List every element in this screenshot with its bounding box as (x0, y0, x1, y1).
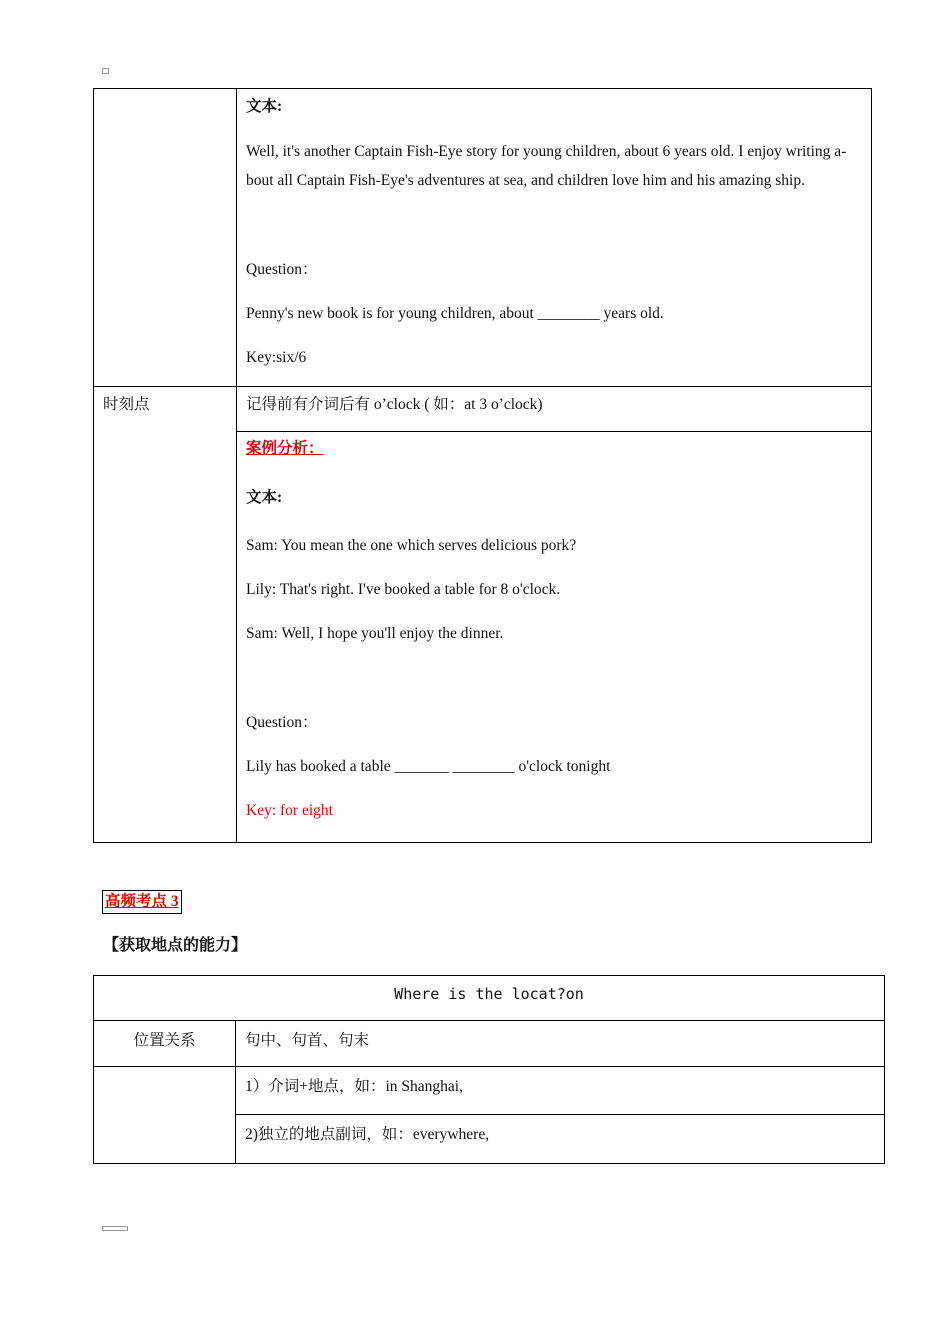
rule-cell (237, 387, 872, 432)
position-label: 位置关系 (94, 1021, 236, 1067)
location-table (93, 975, 885, 1164)
dialog-line: Sam: You mean the one which serves delicious pork? (246, 537, 577, 554)
case-analysis-title: 案例分析： (246, 440, 324, 457)
rule-label-empty (94, 1067, 236, 1164)
answer-key: Key: for eight (246, 802, 333, 819)
table-row (94, 1067, 885, 1115)
question-label: Question： (246, 261, 318, 278)
case-analysis-cell (237, 432, 872, 843)
row-label-time (94, 387, 237, 843)
dialog-line: Lily: That's right. I've booked a table for 8 o'clock. (246, 581, 561, 598)
question-text: Lily has booked a table _______ ________ o'clock tonight (246, 758, 611, 775)
time-label: 时刻点 (103, 396, 150, 413)
table-row (94, 1021, 885, 1067)
passage-text: Well, it's another Captain Fish-Eye story for young children, about 6 years old. I enjoy writing a-bout all Captain Fish-Eye's adventures at sea, and children love him and his amazing ship. (246, 143, 847, 189)
dialog-line: Sam: Well, I hope you'll enjoy the dinner. (246, 625, 504, 642)
example-content-cell (237, 89, 872, 387)
table-row (94, 89, 872, 387)
rule-item: 2)独立的地点副词，如：everywhere, (236, 1115, 885, 1164)
high-frequency-point-badge: 高频考点 3 (102, 890, 182, 914)
question-text: Penny's new book is for young children, about ________ years old. (246, 305, 664, 322)
listening-example-table (93, 88, 872, 843)
page-footer-mark (102, 1226, 128, 1231)
position-value: 句中、句首、句末 (236, 1021, 885, 1067)
time-rule-text: 记得前有介词后有 o’clock ( 如：at 3 o’clock) (246, 396, 543, 413)
table-row (94, 387, 872, 432)
rule-item: 1）介词+地点，如：in Shanghai, (236, 1067, 885, 1115)
row-label-empty (94, 89, 237, 387)
text-label: 文本: (246, 489, 283, 506)
question-label: Question： (246, 714, 318, 731)
page-corner-mark (102, 68, 109, 74)
answer-key: Key:six/6 (246, 349, 307, 366)
section-title: 【获取地点的能力】 (103, 937, 248, 954)
location-table-header: Where is the locat?on (94, 976, 885, 1021)
table-row (94, 976, 885, 1021)
text-label: 文本: (246, 98, 283, 115)
